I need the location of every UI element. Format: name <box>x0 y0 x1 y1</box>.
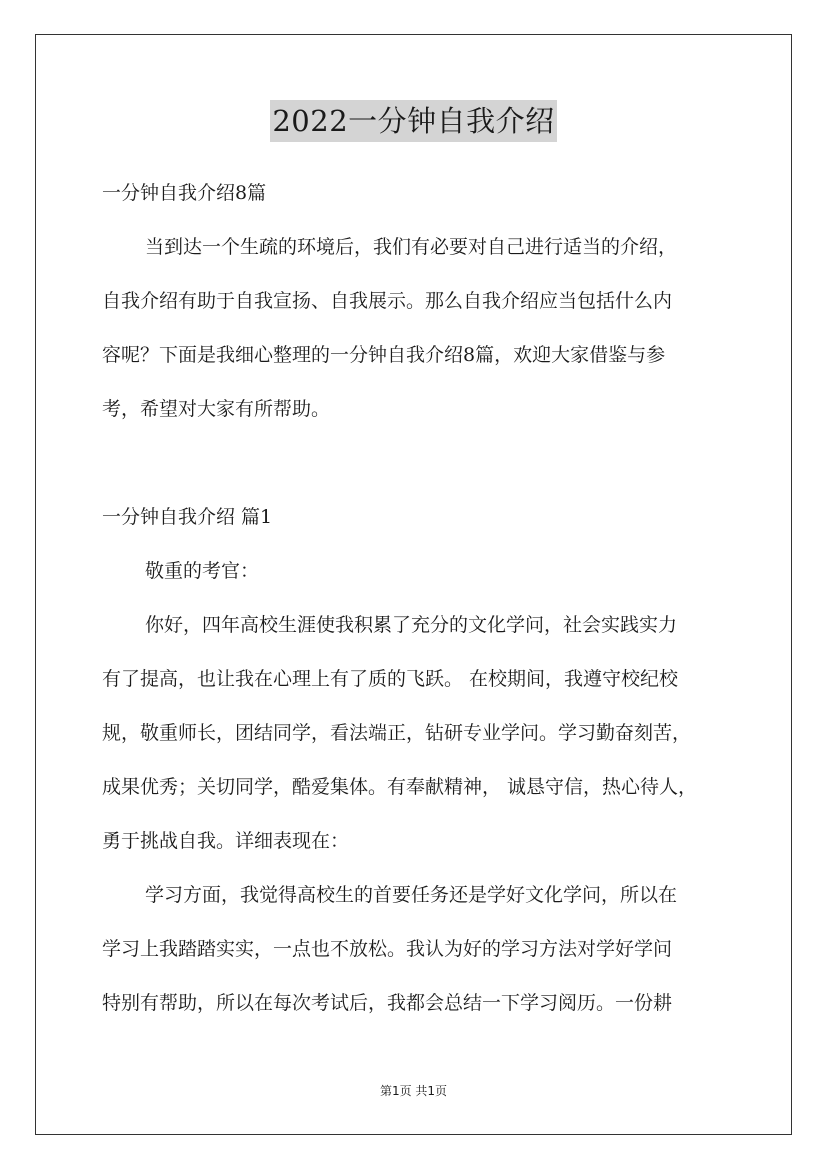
subtitle-line: 一分钟自我介绍8篇 <box>102 182 267 204</box>
intro-line-1: 当到达一个生疏的环境后，我们有必要对自己进行适当的介绍， <box>145 236 678 258</box>
body-line-7: 学习上我踏踏实实，一点也不放松。我认为好的学习方法对学好学问 <box>102 938 673 960</box>
salutation: 敬重的考官： <box>145 560 260 582</box>
body-line-6: 学习方面，我觉得高校生的首要任务还是学好文化学问，所以在 <box>145 884 678 906</box>
document-title: 2022一分钟自我介绍 <box>270 100 556 142</box>
section-heading: 一分钟自我介绍 篇1 <box>102 506 273 528</box>
page-footer: 第1页 共1页 <box>379 1084 448 1098</box>
body-line-1: 你好，四年高校生涯使我积累了充分的文化学问，社会实践实力 <box>145 614 678 636</box>
body-line-4: 成果优秀；关切同学，酷爱集体。有奉献精神， 诚恳守信，热心待人， <box>102 776 698 798</box>
intro-line-4: 考，希望对大家有所帮助。 <box>102 398 331 420</box>
body-line-3: 规，敬重师长，团结同学，看法端正，钻研专业学问。学习勤奋刻苦， <box>102 722 692 744</box>
body-line-8: 特别有帮助，所以在每次考试后，我都会总结一下学习阅历。一份耕 <box>102 992 673 1014</box>
intro-line-2: 自我介绍有助于自我宣扬、自我展示。那么自我介绍应当包括什么内 <box>102 290 673 312</box>
intro-line-3: 容呢？下面是我细心整理的一分钟自我介绍8篇，欢迎大家借鉴与参 <box>102 344 666 366</box>
title-container <box>0 100 827 142</box>
body-line-5: 勇于挑战自我。详细表现在： <box>102 830 350 852</box>
body-line-2: 有了提高，也让我在心理上有了质的飞跃。 在校期间，我遵守校纪校 <box>102 668 679 690</box>
